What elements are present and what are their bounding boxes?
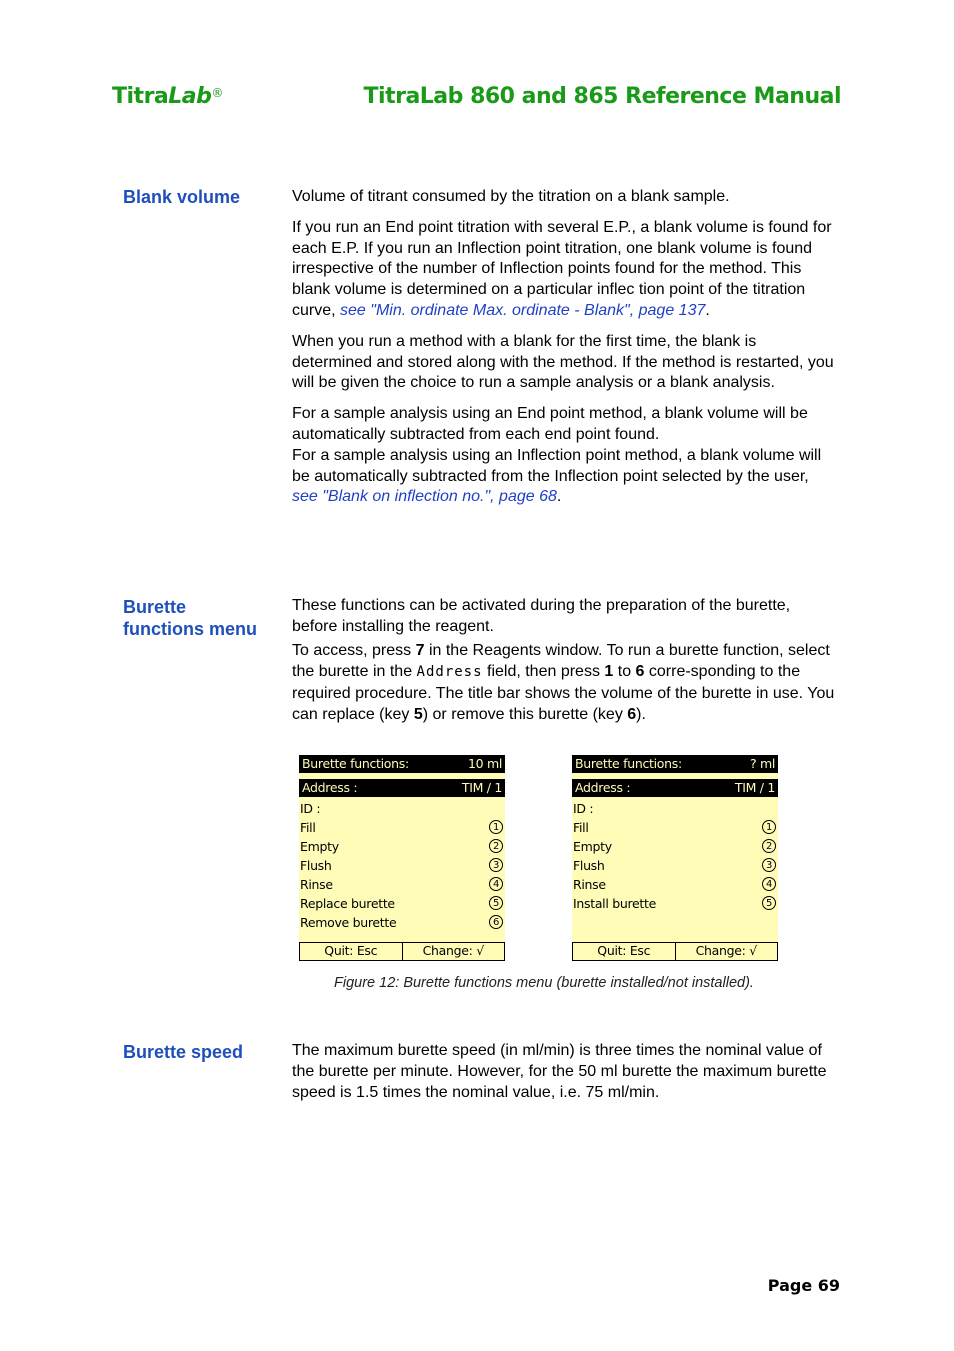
circled-number-icon: 4 — [489, 877, 503, 891]
text: to — [613, 662, 636, 680]
heading-blank-volume: Blank volume — [123, 187, 241, 207]
paragraph: The maximum burette speed (in ml/min) is three times the nominal value of the burette per minute. However, for the 50 ml burette the maximum burette speed is 1.5 times the nominal value, i.e. 75 ml/min. — [292, 1042, 827, 1101]
paragraph — [292, 640, 837, 725]
blank-volume-body — [292, 187, 837, 518]
text: in the Reagents window. To run a burette function, select the burette in the — [292, 641, 830, 680]
registered-mark: ® — [211, 86, 223, 100]
lcd-menu-item[interactable] — [572, 818, 778, 837]
lcd-menu-item[interactable] — [572, 894, 778, 913]
manual-title: TitraLab 860 and 865 Reference Manual — [363, 84, 841, 109]
lcd-address-value: TIM / 1 — [461, 780, 502, 795]
lcd-menu-item[interactable] — [572, 856, 778, 875]
paragraph-text: For a sample analysis using an End point method, a blank volume will be automatically subtracted from each end point found. — [292, 405, 808, 443]
lcd-footer — [572, 942, 778, 961]
burette-functions-body — [292, 596, 837, 735]
lcd-screen-installed — [299, 755, 505, 961]
link-blank-on-inflection[interactable]: see "Blank on inflection no.", page 68 — [292, 488, 557, 506]
paragraph: Volume of titrant consumed by the titration on a blank sample. — [292, 188, 730, 205]
lcd-menu-item[interactable] — [299, 818, 505, 837]
lcd-address-row[interactable] — [572, 779, 778, 797]
lcd-address-value: TIM / 1 — [734, 780, 775, 795]
brand-logo — [112, 84, 223, 109]
key-7: 7 — [415, 641, 425, 659]
lcd-item-label: Flush — [300, 858, 332, 873]
lcd-id-label: ID : — [300, 801, 321, 816]
lcd-address-label: Address : — [302, 780, 358, 795]
lcd-item-label: Empty — [573, 839, 612, 854]
lcd-change-softkey[interactable]: Change: √ — [422, 943, 484, 958]
circled-number-icon: 1 — [489, 820, 503, 834]
punctuation: . — [556, 488, 562, 506]
text: ) or remove this burette (key — [422, 705, 628, 723]
circled-number-icon: 5 — [762, 896, 776, 910]
lcd-title-bar — [299, 755, 505, 773]
lcd-address-row[interactable] — [299, 779, 505, 797]
text: field, then press — [482, 662, 605, 680]
text: corre-sponding to the required procedure. The title bar shows the volume of the burette in use. You can replace (key — [292, 662, 835, 723]
lcd-item-label: Rinse — [300, 877, 333, 892]
lcd-quit-softkey[interactable]: Quit: Esc — [300, 943, 403, 960]
circled-number-icon: 3 — [489, 858, 503, 872]
circled-number-icon: 3 — [762, 858, 776, 872]
lcd-item-label: Remove burette — [300, 915, 397, 930]
lcd-item-label: Empty — [300, 839, 339, 854]
lcd-title: Burette functions: — [302, 756, 409, 771]
lcd-menu-item[interactable] — [572, 837, 778, 856]
heading-line: functions menu — [123, 619, 257, 639]
paragraph: These functions can be activated during the preparation of the burette, before installing the reagent. — [292, 597, 791, 635]
paragraph: When you run a method with a blank for the first time, the blank is determined and stored along with the method. If the method is restarted, you will be given the choice to run a sample analysis or a blank analysis. — [292, 332, 834, 392]
lcd-menu-item[interactable] — [572, 875, 778, 894]
lcd-title: Burette functions: — [575, 756, 682, 771]
circled-number-icon: 2 — [489, 839, 503, 853]
lcd-address-label: Address : — [575, 780, 631, 795]
lcd-menu-item[interactable] — [299, 913, 505, 932]
figure-caption: Figure 12: Burette functions menu (burette installed/not installed). — [334, 975, 754, 991]
circled-number-icon: 4 — [762, 877, 776, 891]
lcd-item-label: Replace burette — [300, 896, 395, 911]
lcd-item-label: Install burette — [573, 896, 657, 911]
key-1: 1 — [604, 662, 614, 680]
circled-number-icon: 6 — [489, 915, 503, 929]
brand-prefix: Titra — [112, 84, 169, 109]
text: To access, press — [292, 641, 416, 659]
burette-speed-body — [292, 1041, 837, 1113]
lcd-volume: ? ml — [749, 756, 775, 771]
lcd-quit-softkey[interactable]: Quit: Esc — [573, 943, 676, 960]
link-min-ordinate[interactable]: see "Min. ordinate Max. ordinate - Blank", page 137 — [340, 301, 706, 319]
lcd-menu-item[interactable] — [299, 856, 505, 875]
lcd-item-label: Fill — [573, 820, 589, 835]
page-number: Page 69 — [767, 1276, 840, 1295]
lcd-menu-item[interactable] — [299, 875, 505, 894]
lcd-screen-not-installed — [572, 755, 778, 961]
brand-suffix: Lab — [168, 84, 212, 109]
key-6: 6 — [635, 662, 645, 680]
lcd-title-bar — [572, 755, 778, 773]
heading-burette-speed: Burette speed — [123, 1042, 244, 1062]
paragraph — [292, 404, 837, 508]
lcd-menu-item[interactable] — [299, 837, 505, 856]
lcd-volume: 10 ml — [467, 756, 502, 771]
lcd-item-label: Rinse — [573, 877, 606, 892]
heading-burette-functions — [123, 596, 257, 640]
text: ). — [636, 705, 646, 723]
paragraph-text: If you run an End point titration with several E.P., a blank volume is found for each E.P. If you run an Inflection point titration, one blank volume is found irrespective of the number of Inflection points found for the method. This blank volume is determined on a particular inflec tion point of the titration curve, — [292, 218, 832, 319]
circled-number-icon: 1 — [762, 820, 776, 834]
paragraph — [292, 218, 837, 322]
circled-number-icon: 2 — [762, 839, 776, 853]
field-name-address: Address — [416, 663, 483, 680]
circled-number-icon: 5 — [489, 896, 503, 910]
lcd-id-label: ID : — [573, 801, 594, 816]
lcd-id-row — [299, 799, 505, 818]
key-6: 6 — [627, 705, 637, 723]
lcd-item-label: Fill — [300, 820, 316, 835]
paragraph-text: For a sample analysis using an Inflection point method, a blank volume will be automatically subtracted from the Inflection point selected by the user, — [292, 446, 822, 485]
lcd-id-row — [572, 799, 778, 818]
key-5: 5 — [413, 705, 423, 723]
lcd-change-softkey[interactable]: Change: √ — [695, 943, 757, 958]
lcd-footer — [299, 942, 505, 961]
lcd-item-label: Flush — [573, 858, 605, 873]
lcd-menu-item[interactable] — [299, 894, 505, 913]
heading-line: Burette — [123, 597, 187, 617]
punctuation: . — [705, 301, 710, 319]
